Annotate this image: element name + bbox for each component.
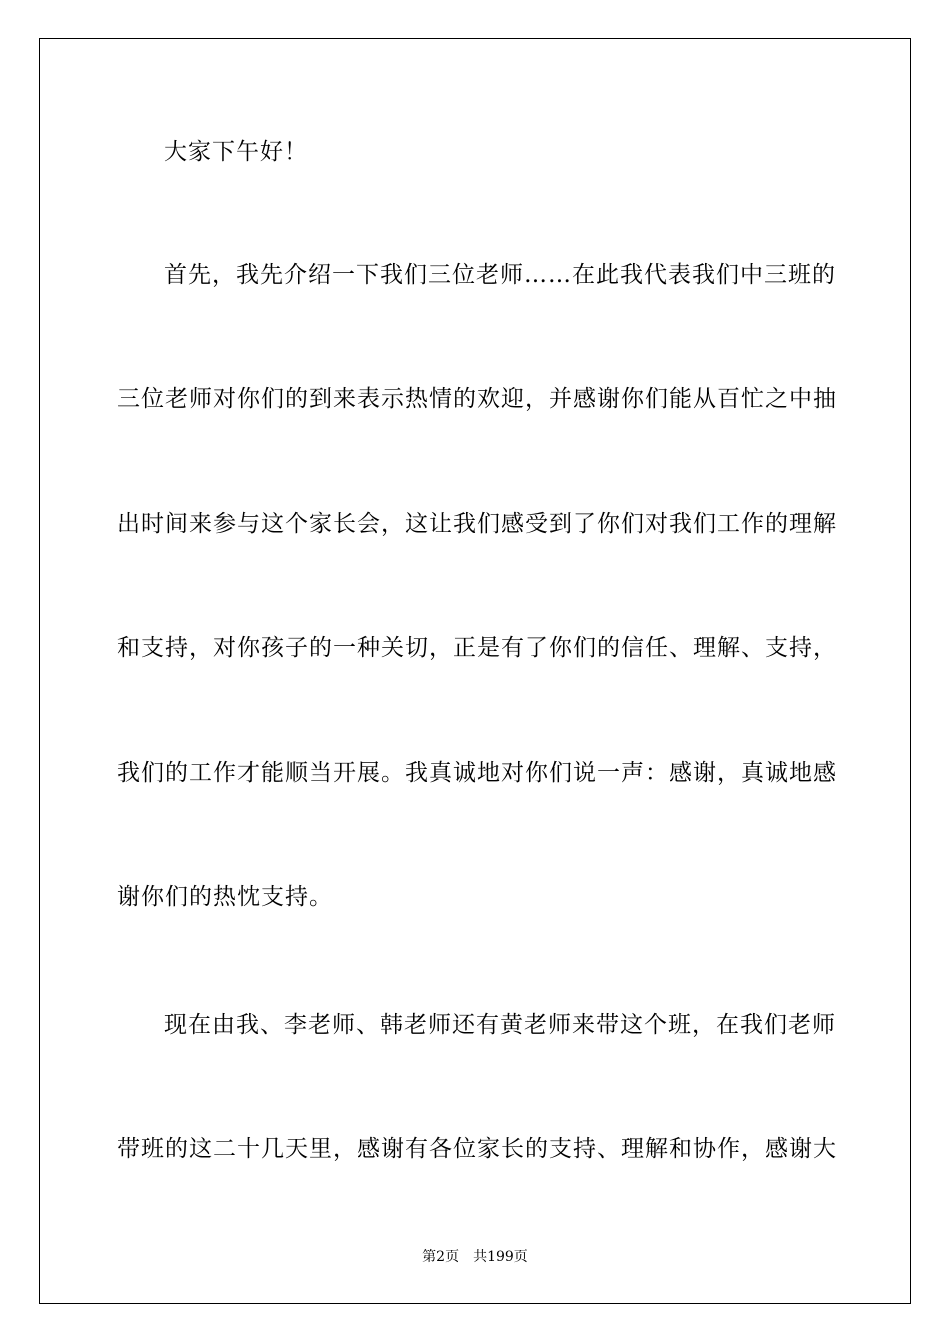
paragraph-2-line-2: 带班的这二十几天里，感谢有各位家长的支持、理解和协作，感谢大 bbox=[117, 1136, 837, 1162]
paragraph-1-line-3: 出时间来参与这个家长会，这让我们感受到了你们对我们工作的理解 bbox=[117, 511, 837, 537]
paragraph-1-line-1: 首先，我先介绍一下我们三位老师……在此我代表我们中三班的 bbox=[164, 262, 836, 288]
paragraph-2-line-1: 现在由我、李老师、韩老师还有黄老师来带这个班，在我们老师 bbox=[164, 1012, 836, 1038]
page-frame bbox=[39, 38, 911, 1304]
paragraph-1-line-4: 和支持，对你孩子的一种关切，正是有了你们的信任、理解、支持， bbox=[117, 635, 837, 661]
page-number-footer: 第2页 共199页 bbox=[422, 1249, 528, 1265]
greeting-line: 大家下午好！ bbox=[164, 139, 308, 165]
paragraph-1-line-6: 谢你们的热忱支持。 bbox=[117, 884, 333, 910]
paragraph-1-line-5: 我们的工作才能顺当开展。我真诚地对你们说一声：感谢，真诚地感 bbox=[117, 760, 837, 786]
paragraph-1-line-2: 三位老师对你们的到来表示热情的欢迎，并感谢你们能从百忙之中抽 bbox=[117, 386, 837, 412]
